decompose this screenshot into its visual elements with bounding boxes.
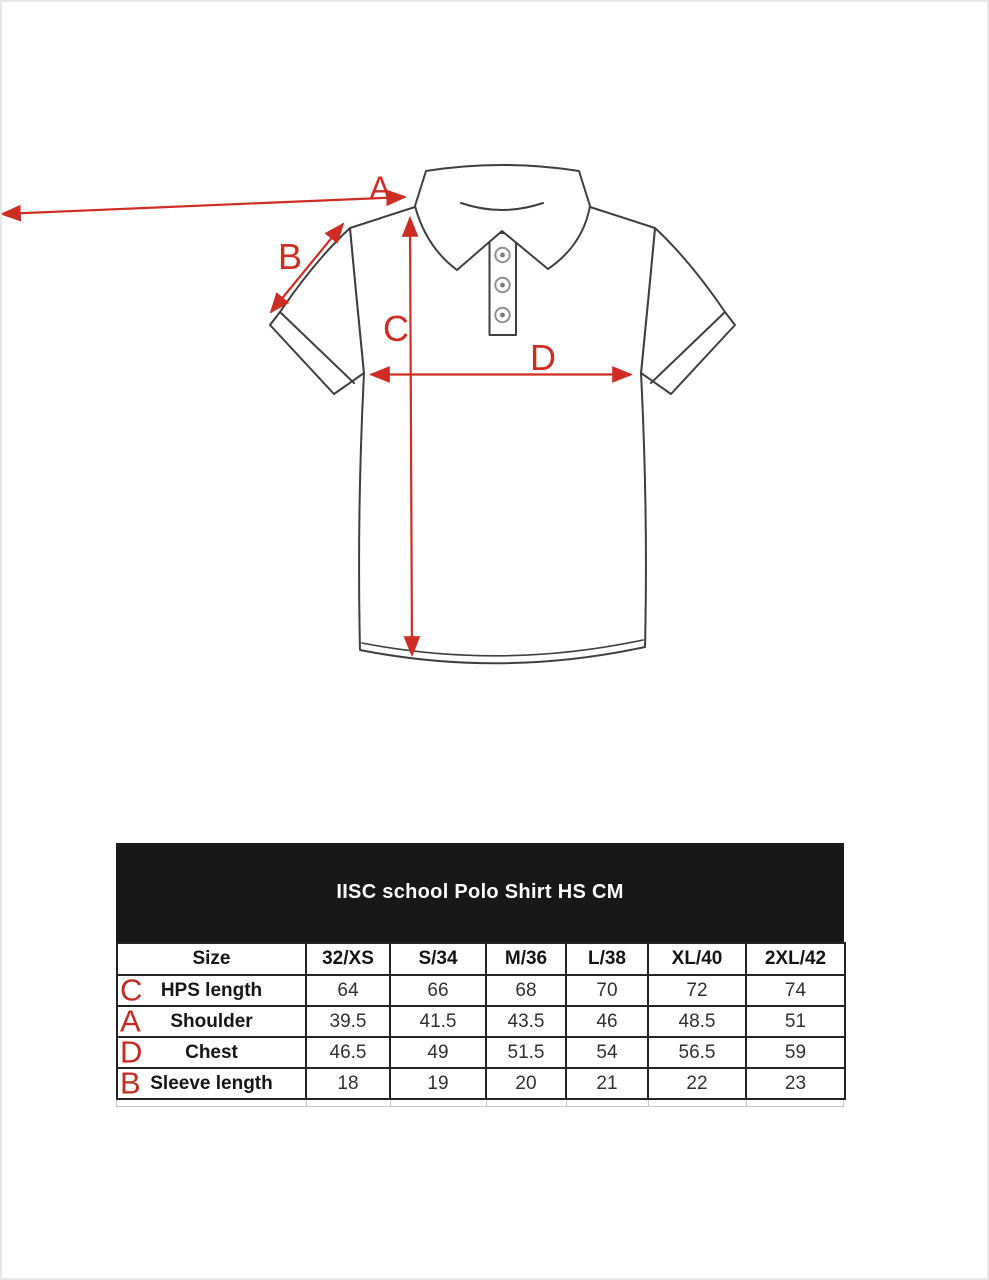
measurements-table [116, 942, 846, 1100]
table-row-shoulder [117, 1006, 845, 1037]
cell-value: 41.5 [390, 1006, 486, 1037]
ghost-divider [390, 1100, 391, 1106]
ghost-divider [746, 1100, 747, 1106]
cell-value: 68 [486, 975, 566, 1006]
row-label: Sleeve length [150, 1072, 273, 1094]
measure-label-c: C [383, 308, 409, 349]
col-header-s34: S/34 [390, 943, 486, 975]
cell-value: 20 [486, 1068, 566, 1099]
table-title-band [116, 843, 844, 942]
ghost-divider [648, 1100, 649, 1106]
col-header-size: Size [117, 943, 306, 975]
row-label-cell [117, 975, 306, 1006]
col-header-xl40: XL/40 [648, 943, 746, 975]
cell-value: 56.5 [648, 1037, 746, 1068]
row-letter: B [120, 1068, 141, 1099]
cell-value: 48.5 [648, 1006, 746, 1037]
row-letter: C [120, 975, 143, 1006]
cell-value: 70 [566, 975, 648, 1006]
ghost-row [116, 1100, 844, 1107]
cell-value: 21 [566, 1068, 648, 1099]
table-row-chest [117, 1037, 845, 1068]
cell-value: 39.5 [306, 1006, 390, 1037]
col-header-32xs: 32/XS [306, 943, 390, 975]
cell-value: 23 [746, 1068, 845, 1099]
row-letter: D [120, 1037, 143, 1068]
cell-value: 43.5 [486, 1006, 566, 1037]
ghost-divider [566, 1100, 567, 1106]
cell-value: 64 [306, 975, 390, 1006]
ghost-divider [306, 1100, 307, 1106]
cell-value: 46 [566, 1006, 648, 1037]
button-icon [495, 278, 509, 292]
cell-value: 72 [648, 975, 746, 1006]
col-header-m36: M/36 [486, 943, 566, 975]
row-label: Shoulder [170, 1010, 253, 1032]
cell-value: 51.5 [486, 1037, 566, 1068]
measure-label-d: D [530, 337, 556, 378]
row-label-cell [117, 1068, 306, 1099]
col-header-l38: L/38 [566, 943, 648, 975]
cell-value: 54 [566, 1037, 648, 1068]
table-header-row [117, 943, 845, 975]
row-label-cell [117, 1037, 306, 1068]
cell-value: 51 [746, 1006, 845, 1037]
table-title: IISC school Polo Shirt HS CM [336, 881, 624, 903]
right-sleeve [641, 228, 735, 394]
cell-value: 18 [306, 1068, 390, 1099]
row-label: HPS length [160, 979, 263, 1001]
cell-value: 46.5 [306, 1037, 390, 1068]
measure-label-b: B [277, 236, 303, 277]
cell-value: 49 [390, 1037, 486, 1068]
cell-value: 22 [648, 1068, 746, 1099]
polo-shirt-diagram [2, 2, 989, 822]
row-label: Chest [185, 1041, 238, 1063]
table-row-sleeve-length [117, 1068, 845, 1099]
cell-value: 74 [746, 975, 845, 1006]
cell-value: 66 [390, 975, 486, 1006]
measure-label-a: A [369, 170, 391, 206]
cell-value: 59 [746, 1037, 845, 1068]
row-letter: A [120, 1006, 141, 1037]
row-label-cell [117, 1006, 306, 1037]
table-row-hps-length [117, 975, 845, 1006]
cell-value: 19 [390, 1068, 486, 1099]
size-table [116, 843, 844, 1107]
col-header-2xl42: 2XL/42 [746, 943, 845, 975]
button-icon [495, 308, 509, 322]
ghost-divider [486, 1100, 487, 1106]
measure-arrow-shoulder-A [2, 197, 405, 214]
button-icon [495, 248, 509, 262]
